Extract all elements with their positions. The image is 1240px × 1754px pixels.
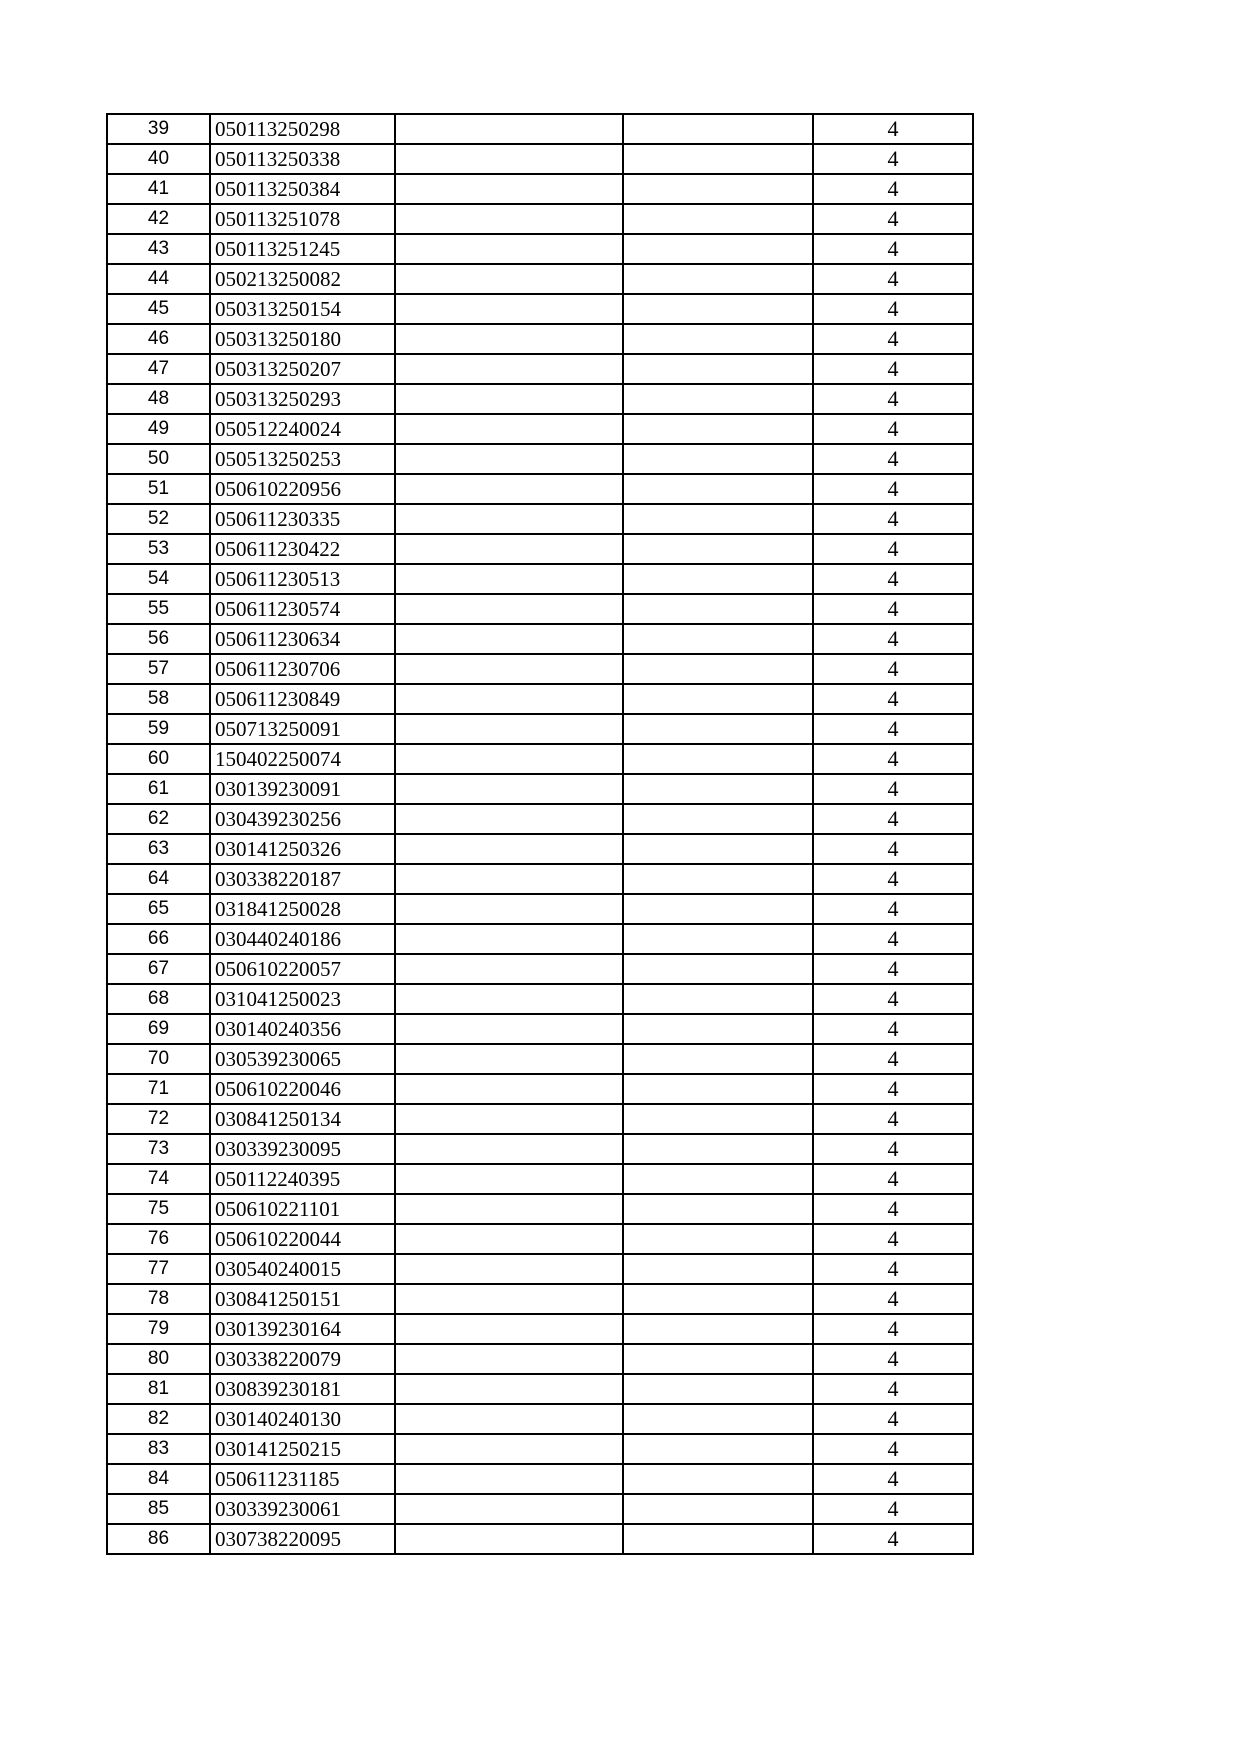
blank-cell <box>623 744 813 774</box>
code-cell: 050513250253 <box>210 444 395 474</box>
blank-cell <box>395 324 623 354</box>
data-table <box>106 113 974 1555</box>
score-cell: 4 <box>813 564 973 594</box>
row-index-cell: 75 <box>107 1194 210 1224</box>
row-index-cell: 67 <box>107 954 210 984</box>
row-index-cell: 72 <box>107 1104 210 1134</box>
blank-cell <box>623 1344 813 1374</box>
row-index-cell: 54 <box>107 564 210 594</box>
code-cell: 050113250384 <box>210 174 395 204</box>
blank-cell <box>623 714 813 744</box>
score-cell: 4 <box>813 714 973 744</box>
row-index-cell: 83 <box>107 1434 210 1464</box>
blank-cell <box>395 774 623 804</box>
blank-cell <box>623 1104 813 1134</box>
blank-cell <box>395 684 623 714</box>
table-row <box>107 174 973 204</box>
code-cell: 050610220057 <box>210 954 395 984</box>
code-cell: 050611230706 <box>210 654 395 684</box>
table-row <box>107 444 973 474</box>
row-index-cell: 78 <box>107 1284 210 1314</box>
code-cell: 050313250154 <box>210 294 395 324</box>
blank-cell <box>395 1344 623 1374</box>
score-cell: 4 <box>813 894 973 924</box>
score-cell: 4 <box>813 1344 973 1374</box>
score-cell: 4 <box>813 534 973 564</box>
table-row <box>107 1224 973 1254</box>
score-cell: 4 <box>813 1224 973 1254</box>
blank-cell <box>395 1494 623 1524</box>
blank-cell <box>395 534 623 564</box>
code-cell: 030841250134 <box>210 1104 395 1134</box>
blank-cell <box>623 414 813 444</box>
blank-cell <box>623 1464 813 1494</box>
score-cell: 4 <box>813 924 973 954</box>
table-body <box>107 114 973 1554</box>
row-index-cell: 73 <box>107 1134 210 1164</box>
score-cell: 4 <box>813 1374 973 1404</box>
table-row <box>107 834 973 864</box>
table-row <box>107 864 973 894</box>
code-cell: 050610220046 <box>210 1074 395 1104</box>
score-cell: 4 <box>813 294 973 324</box>
blank-cell <box>395 624 623 654</box>
row-index-cell: 43 <box>107 234 210 264</box>
table-row <box>107 204 973 234</box>
blank-cell <box>395 864 623 894</box>
row-index-cell: 44 <box>107 264 210 294</box>
blank-cell <box>623 804 813 834</box>
blank-cell <box>623 1314 813 1344</box>
blank-cell <box>395 444 623 474</box>
row-index-cell: 63 <box>107 834 210 864</box>
blank-cell <box>623 1284 813 1314</box>
score-cell: 4 <box>813 1014 973 1044</box>
blank-cell <box>395 954 623 984</box>
blank-cell <box>395 924 623 954</box>
code-cell: 030140240356 <box>210 1014 395 1044</box>
score-cell: 4 <box>813 1494 973 1524</box>
code-cell: 030339230095 <box>210 1134 395 1164</box>
code-cell: 030839230181 <box>210 1374 395 1404</box>
blank-cell <box>395 834 623 864</box>
code-cell: 030141250215 <box>210 1434 395 1464</box>
code-cell: 050313250180 <box>210 324 395 354</box>
blank-cell <box>623 1404 813 1434</box>
row-index-cell: 48 <box>107 384 210 414</box>
row-index-cell: 77 <box>107 1254 210 1284</box>
score-cell: 4 <box>813 144 973 174</box>
table-row <box>107 1524 973 1554</box>
score-cell: 4 <box>813 1044 973 1074</box>
code-cell: 050113250338 <box>210 144 395 174</box>
blank-cell <box>395 1374 623 1404</box>
blank-cell <box>395 894 623 924</box>
code-cell: 050611230335 <box>210 504 395 534</box>
code-cell: 050611230849 <box>210 684 395 714</box>
blank-cell <box>395 354 623 384</box>
blank-cell <box>395 264 623 294</box>
table-row <box>107 1404 973 1434</box>
table-row <box>107 624 973 654</box>
code-cell: 050112240395 <box>210 1164 395 1194</box>
blank-cell <box>395 1434 623 1464</box>
blank-cell <box>395 474 623 504</box>
blank-cell <box>623 114 813 144</box>
blank-cell <box>395 294 623 324</box>
score-cell: 4 <box>813 504 973 534</box>
row-index-cell: 71 <box>107 1074 210 1104</box>
blank-cell <box>623 834 813 864</box>
blank-cell <box>395 714 623 744</box>
blank-cell <box>395 114 623 144</box>
score-cell: 4 <box>813 1254 973 1284</box>
row-index-cell: 56 <box>107 624 210 654</box>
row-index-cell: 76 <box>107 1224 210 1254</box>
table-row <box>107 1134 973 1164</box>
blank-cell <box>623 624 813 654</box>
table-row <box>107 594 973 624</box>
code-cell: 050113251245 <box>210 234 395 264</box>
table-row <box>107 1074 973 1104</box>
row-index-cell: 74 <box>107 1164 210 1194</box>
score-cell: 4 <box>813 624 973 654</box>
score-cell: 4 <box>813 654 973 684</box>
blank-cell <box>623 1374 813 1404</box>
table-row <box>107 774 973 804</box>
table-row <box>107 294 973 324</box>
table-row <box>107 1434 973 1464</box>
blank-cell <box>623 204 813 234</box>
blank-cell <box>623 594 813 624</box>
blank-cell <box>395 744 623 774</box>
row-index-cell: 60 <box>107 744 210 774</box>
code-cell: 050611231185 <box>210 1464 395 1494</box>
score-cell: 4 <box>813 774 973 804</box>
table-row <box>107 264 973 294</box>
score-cell: 4 <box>813 834 973 864</box>
table-row <box>107 954 973 984</box>
blank-cell <box>623 324 813 354</box>
table-row <box>107 984 973 1014</box>
blank-cell <box>623 684 813 714</box>
table-row <box>107 504 973 534</box>
table-row <box>107 144 973 174</box>
score-cell: 4 <box>813 1194 973 1224</box>
score-cell: 4 <box>813 1404 973 1434</box>
blank-cell <box>395 1314 623 1344</box>
table-row <box>107 384 973 414</box>
table-row <box>107 414 973 444</box>
score-cell: 4 <box>813 174 973 204</box>
blank-cell <box>623 474 813 504</box>
score-cell: 4 <box>813 1314 973 1344</box>
table-row <box>107 1014 973 1044</box>
code-cell: 030440240186 <box>210 924 395 954</box>
blank-cell <box>395 1074 623 1104</box>
code-cell: 050713250091 <box>210 714 395 744</box>
code-cell: 050611230634 <box>210 624 395 654</box>
table-row <box>107 114 973 144</box>
blank-cell <box>623 1044 813 1074</box>
row-index-cell: 85 <box>107 1494 210 1524</box>
row-index-cell: 79 <box>107 1314 210 1344</box>
row-index-cell: 86 <box>107 1524 210 1554</box>
score-cell: 4 <box>813 354 973 384</box>
score-cell: 4 <box>813 444 973 474</box>
blank-cell <box>395 1404 623 1434</box>
table-row <box>107 1314 973 1344</box>
score-cell: 4 <box>813 864 973 894</box>
table-row <box>107 324 973 354</box>
score-cell: 4 <box>813 1134 973 1164</box>
code-cell: 030738220095 <box>210 1524 395 1554</box>
row-index-cell: 68 <box>107 984 210 1014</box>
table-row <box>107 1044 973 1074</box>
score-cell: 4 <box>813 324 973 354</box>
code-cell: 030141250326 <box>210 834 395 864</box>
blank-cell <box>623 234 813 264</box>
code-cell: 031841250028 <box>210 894 395 924</box>
row-index-cell: 42 <box>107 204 210 234</box>
blank-cell <box>623 354 813 384</box>
table-row <box>107 534 973 564</box>
blank-cell <box>623 954 813 984</box>
table-row <box>107 1104 973 1134</box>
table-row <box>107 1494 973 1524</box>
blank-cell <box>395 1464 623 1494</box>
score-cell: 4 <box>813 1104 973 1134</box>
code-cell: 030338220079 <box>210 1344 395 1374</box>
table-row <box>107 924 973 954</box>
score-cell: 4 <box>813 414 973 444</box>
blank-cell <box>623 534 813 564</box>
row-index-cell: 41 <box>107 174 210 204</box>
code-cell: 050313250293 <box>210 384 395 414</box>
row-index-cell: 66 <box>107 924 210 954</box>
row-index-cell: 70 <box>107 1044 210 1074</box>
blank-cell <box>623 264 813 294</box>
row-index-cell: 65 <box>107 894 210 924</box>
row-index-cell: 80 <box>107 1344 210 1374</box>
blank-cell <box>395 1134 623 1164</box>
table-row <box>107 714 973 744</box>
row-index-cell: 69 <box>107 1014 210 1044</box>
score-cell: 4 <box>813 204 973 234</box>
blank-cell <box>623 294 813 324</box>
blank-cell <box>395 384 623 414</box>
blank-cell <box>623 924 813 954</box>
blank-cell <box>395 594 623 624</box>
row-index-cell: 58 <box>107 684 210 714</box>
row-index-cell: 57 <box>107 654 210 684</box>
blank-cell <box>623 654 813 684</box>
row-index-cell: 84 <box>107 1464 210 1494</box>
code-cell: 030339230061 <box>210 1494 395 1524</box>
code-cell: 030439230256 <box>210 804 395 834</box>
blank-cell <box>623 984 813 1014</box>
score-cell: 4 <box>813 594 973 624</box>
blank-cell <box>623 564 813 594</box>
score-cell: 4 <box>813 1464 973 1494</box>
blank-cell <box>395 504 623 534</box>
code-cell: 030841250151 <box>210 1284 395 1314</box>
blank-cell <box>623 144 813 174</box>
row-index-cell: 59 <box>107 714 210 744</box>
blank-cell <box>623 1194 813 1224</box>
blank-cell <box>395 1044 623 1074</box>
blank-cell <box>395 204 623 234</box>
blank-cell <box>395 1224 623 1254</box>
blank-cell <box>395 654 623 684</box>
table-row <box>107 654 973 684</box>
blank-cell <box>623 1254 813 1284</box>
row-index-cell: 40 <box>107 144 210 174</box>
score-cell: 4 <box>813 1074 973 1104</box>
row-index-cell: 62 <box>107 804 210 834</box>
code-cell: 050610220044 <box>210 1224 395 1254</box>
code-cell: 050611230513 <box>210 564 395 594</box>
blank-cell <box>623 1014 813 1044</box>
code-cell: 030539230065 <box>210 1044 395 1074</box>
table-row <box>107 564 973 594</box>
table-row <box>107 804 973 834</box>
code-cell: 050113251078 <box>210 204 395 234</box>
blank-cell <box>623 1074 813 1104</box>
row-index-cell: 46 <box>107 324 210 354</box>
code-cell: 050611230422 <box>210 534 395 564</box>
row-index-cell: 39 <box>107 114 210 144</box>
code-cell: 050313250207 <box>210 354 395 384</box>
row-index-cell: 47 <box>107 354 210 384</box>
code-cell: 050610220956 <box>210 474 395 504</box>
blank-cell <box>395 1014 623 1044</box>
score-cell: 4 <box>813 684 973 714</box>
blank-cell <box>395 1194 623 1224</box>
code-cell: 150402250074 <box>210 744 395 774</box>
blank-cell <box>623 504 813 534</box>
row-index-cell: 64 <box>107 864 210 894</box>
code-cell: 050611230574 <box>210 594 395 624</box>
score-cell: 4 <box>813 384 973 414</box>
table-row <box>107 474 973 504</box>
row-index-cell: 53 <box>107 534 210 564</box>
score-cell: 4 <box>813 474 973 504</box>
table-row <box>107 234 973 264</box>
blank-cell <box>395 414 623 444</box>
score-cell: 4 <box>813 114 973 144</box>
blank-cell <box>395 1104 623 1134</box>
row-index-cell: 45 <box>107 294 210 324</box>
table-row <box>107 1194 973 1224</box>
code-cell: 050213250082 <box>210 264 395 294</box>
blank-cell <box>623 1434 813 1464</box>
code-cell: 031041250023 <box>210 984 395 1014</box>
blank-cell <box>395 1524 623 1554</box>
table-row <box>107 1344 973 1374</box>
score-cell: 4 <box>813 744 973 774</box>
table-row <box>107 1464 973 1494</box>
table-row <box>107 1164 973 1194</box>
blank-cell <box>395 1254 623 1284</box>
code-cell: 050512240024 <box>210 414 395 444</box>
table-row <box>107 744 973 774</box>
blank-cell <box>623 894 813 924</box>
score-cell: 4 <box>813 984 973 1014</box>
code-cell: 030540240015 <box>210 1254 395 1284</box>
score-cell: 4 <box>813 954 973 984</box>
code-cell: 050113250298 <box>210 114 395 144</box>
row-index-cell: 61 <box>107 774 210 804</box>
code-cell: 030338220187 <box>210 864 395 894</box>
blank-cell <box>395 234 623 264</box>
row-index-cell: 49 <box>107 414 210 444</box>
score-cell: 4 <box>813 804 973 834</box>
table-row <box>107 894 973 924</box>
blank-cell <box>395 1164 623 1194</box>
table-row <box>107 684 973 714</box>
row-index-cell: 52 <box>107 504 210 534</box>
blank-cell <box>395 174 623 204</box>
code-cell: 030139230091 <box>210 774 395 804</box>
score-cell: 4 <box>813 1524 973 1554</box>
score-cell: 4 <box>813 234 973 264</box>
blank-cell <box>395 984 623 1014</box>
row-index-cell: 81 <box>107 1374 210 1404</box>
blank-cell <box>623 774 813 804</box>
table-row <box>107 354 973 384</box>
code-cell: 030140240130 <box>210 1404 395 1434</box>
row-index-cell: 50 <box>107 444 210 474</box>
score-cell: 4 <box>813 264 973 294</box>
table-row <box>107 1254 973 1284</box>
row-index-cell: 55 <box>107 594 210 624</box>
blank-cell <box>395 564 623 594</box>
blank-cell <box>623 384 813 414</box>
blank-cell <box>623 1524 813 1554</box>
blank-cell <box>395 1284 623 1314</box>
score-cell: 4 <box>813 1284 973 1314</box>
blank-cell <box>623 444 813 474</box>
score-cell: 4 <box>813 1164 973 1194</box>
row-index-cell: 51 <box>107 474 210 504</box>
blank-cell <box>623 864 813 894</box>
score-cell: 4 <box>813 1434 973 1464</box>
blank-cell <box>623 1224 813 1254</box>
row-index-cell: 82 <box>107 1404 210 1434</box>
code-cell: 050610221101 <box>210 1194 395 1224</box>
blank-cell <box>395 804 623 834</box>
blank-cell <box>623 174 813 204</box>
code-cell: 030139230164 <box>210 1314 395 1344</box>
blank-cell <box>623 1164 813 1194</box>
blank-cell <box>623 1134 813 1164</box>
table-row <box>107 1374 973 1404</box>
table-row <box>107 1284 973 1314</box>
blank-cell <box>395 144 623 174</box>
blank-cell <box>623 1494 813 1524</box>
